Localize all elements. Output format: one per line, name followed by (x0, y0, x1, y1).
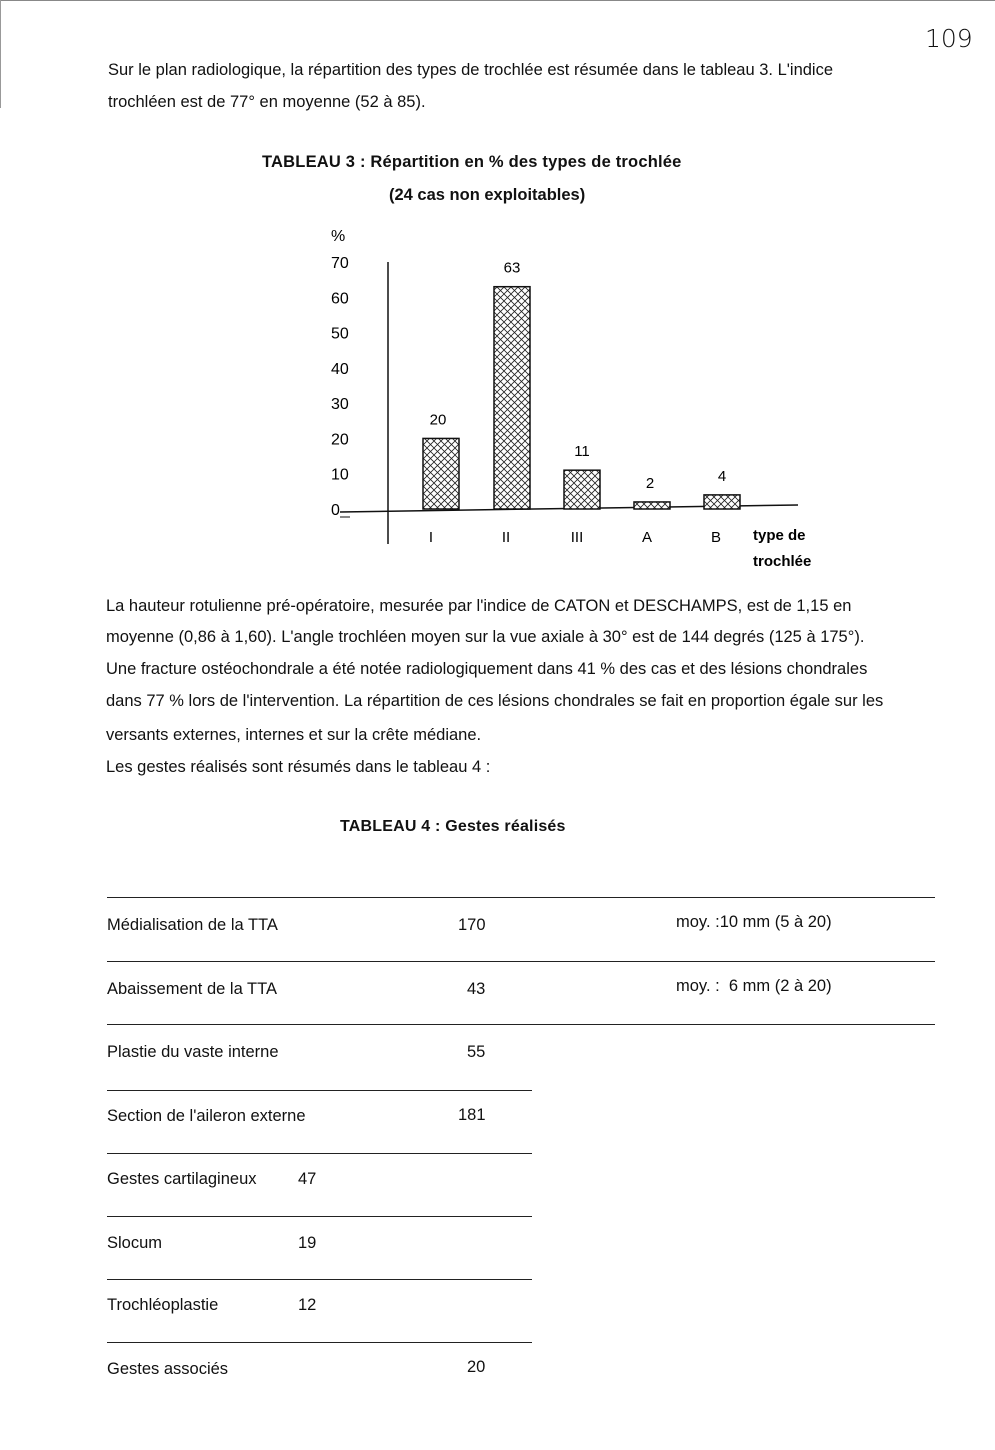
x-category-label: A (641, 529, 653, 546)
x-category-label: B (710, 529, 722, 546)
table-rule (107, 1216, 532, 1217)
body-line-6: Les gestes réalisés sont résumés dans le tableau 4 : (106, 758, 491, 776)
tableau3-subtitle: (24 cas non exploitables) (389, 186, 586, 204)
table-rule (107, 1090, 532, 1091)
body-line-4: dans 77 % lors de l'intervention. La répartition de ces lésions chondrales se fait en proportion égale sur les (106, 692, 884, 710)
bar-value-label: 20 (429, 411, 447, 429)
table-row-label: Plastie du vaste interne (107, 1043, 279, 1061)
page-number: 109 (925, 24, 973, 53)
y-axis-label: % (331, 228, 346, 245)
tableau3-title: TABLEAU 3 : Répartition en % des types de trochlée (262, 153, 682, 171)
table-rule (107, 1279, 532, 1280)
table-row-value: 170 (458, 916, 486, 934)
table-row-label: Abaissement de la TTA (107, 980, 277, 998)
table-row-value: 55 (467, 1043, 486, 1061)
table-row-value: 19 (298, 1234, 317, 1252)
body-line-1: La hauteur rotulienne pré-opératoire, mesurée par l'indice de CATON et DESCHAMPS, est de 1,15 en (106, 597, 852, 615)
body-line-3: Une fracture ostéochondrale a été notée radiologiquement dans 41 % des cas et des lésions chondrales (106, 660, 868, 678)
bar-III (564, 470, 600, 509)
y-tick-label: 40 (331, 360, 349, 378)
table-row-note: moy. :10 mm (5 à 20) (676, 913, 832, 931)
table-row-label: Slocum (107, 1234, 163, 1252)
y-tick-label: 0 (331, 502, 340, 519)
intro-line-2: trochléen est de 77° en moyenne (52 à 85). (108, 93, 426, 111)
bar-value-label: 63 (503, 259, 521, 277)
x-category-label: II (501, 529, 511, 546)
table-row-value: 20 (467, 1358, 486, 1376)
table-row-label: Section de l'aileron externe (107, 1107, 306, 1125)
body-line-2: moyenne (0,86 à 1,60). L'angle trochléen moyen sur la vue axiale à 30° est de 144 degrés (125 à 175°). (106, 628, 865, 646)
table-rule (107, 897, 935, 898)
table-rule (107, 1024, 935, 1025)
bar-chart (0, 0, 995, 600)
table-row-value: 43 (467, 980, 486, 998)
table-row-label: Médialisation de la TTA (107, 916, 278, 934)
table-row-note: moy. : 6 mm (2 à 20) (676, 977, 832, 995)
bar-II (494, 287, 530, 509)
bar-B (704, 495, 740, 509)
x-axis-label-line1: type de (753, 527, 806, 544)
body-line-5: versants externes, internes et sur la crête médiane. (106, 726, 482, 744)
bar-value-label: 2 (645, 474, 655, 492)
bar-value-label: 4 (717, 467, 727, 485)
table-row-value: 181 (458, 1106, 486, 1124)
x-axis-label-line2: trochlée (753, 553, 812, 570)
intro-line-1: Sur le plan radiologique, la répartition des types de trochlée est résumée dans le tableau 3. L'indice (108, 61, 834, 79)
table-row-label: Gestes cartilagineux (107, 1170, 257, 1188)
y-tick-label: 60 (331, 290, 349, 308)
bar-value-label: 11 (574, 443, 590, 461)
table-row-value: 12 (298, 1296, 317, 1314)
table-rule (107, 1342, 532, 1343)
table-rule (107, 1153, 532, 1154)
table-rule (107, 961, 935, 962)
tableau4-title: TABLEAU 4 : Gestes réalisés (340, 818, 566, 835)
y-tick-label: 10 (331, 466, 349, 484)
y-tick-label: 30 (331, 396, 349, 414)
table-row-label: Trochléoplastie (107, 1296, 219, 1314)
x-category-label: III (570, 529, 584, 546)
x-category-label: I (428, 529, 434, 546)
bar-I (423, 438, 459, 509)
y-tick-label: 70 (331, 255, 349, 272)
table-row-label: Gestes associés (107, 1360, 229, 1378)
y-tick-label: 50 (331, 325, 349, 343)
y-tick-label: 20 (331, 431, 349, 449)
bar-A (634, 502, 670, 509)
table-row-value: 47 (298, 1170, 317, 1188)
